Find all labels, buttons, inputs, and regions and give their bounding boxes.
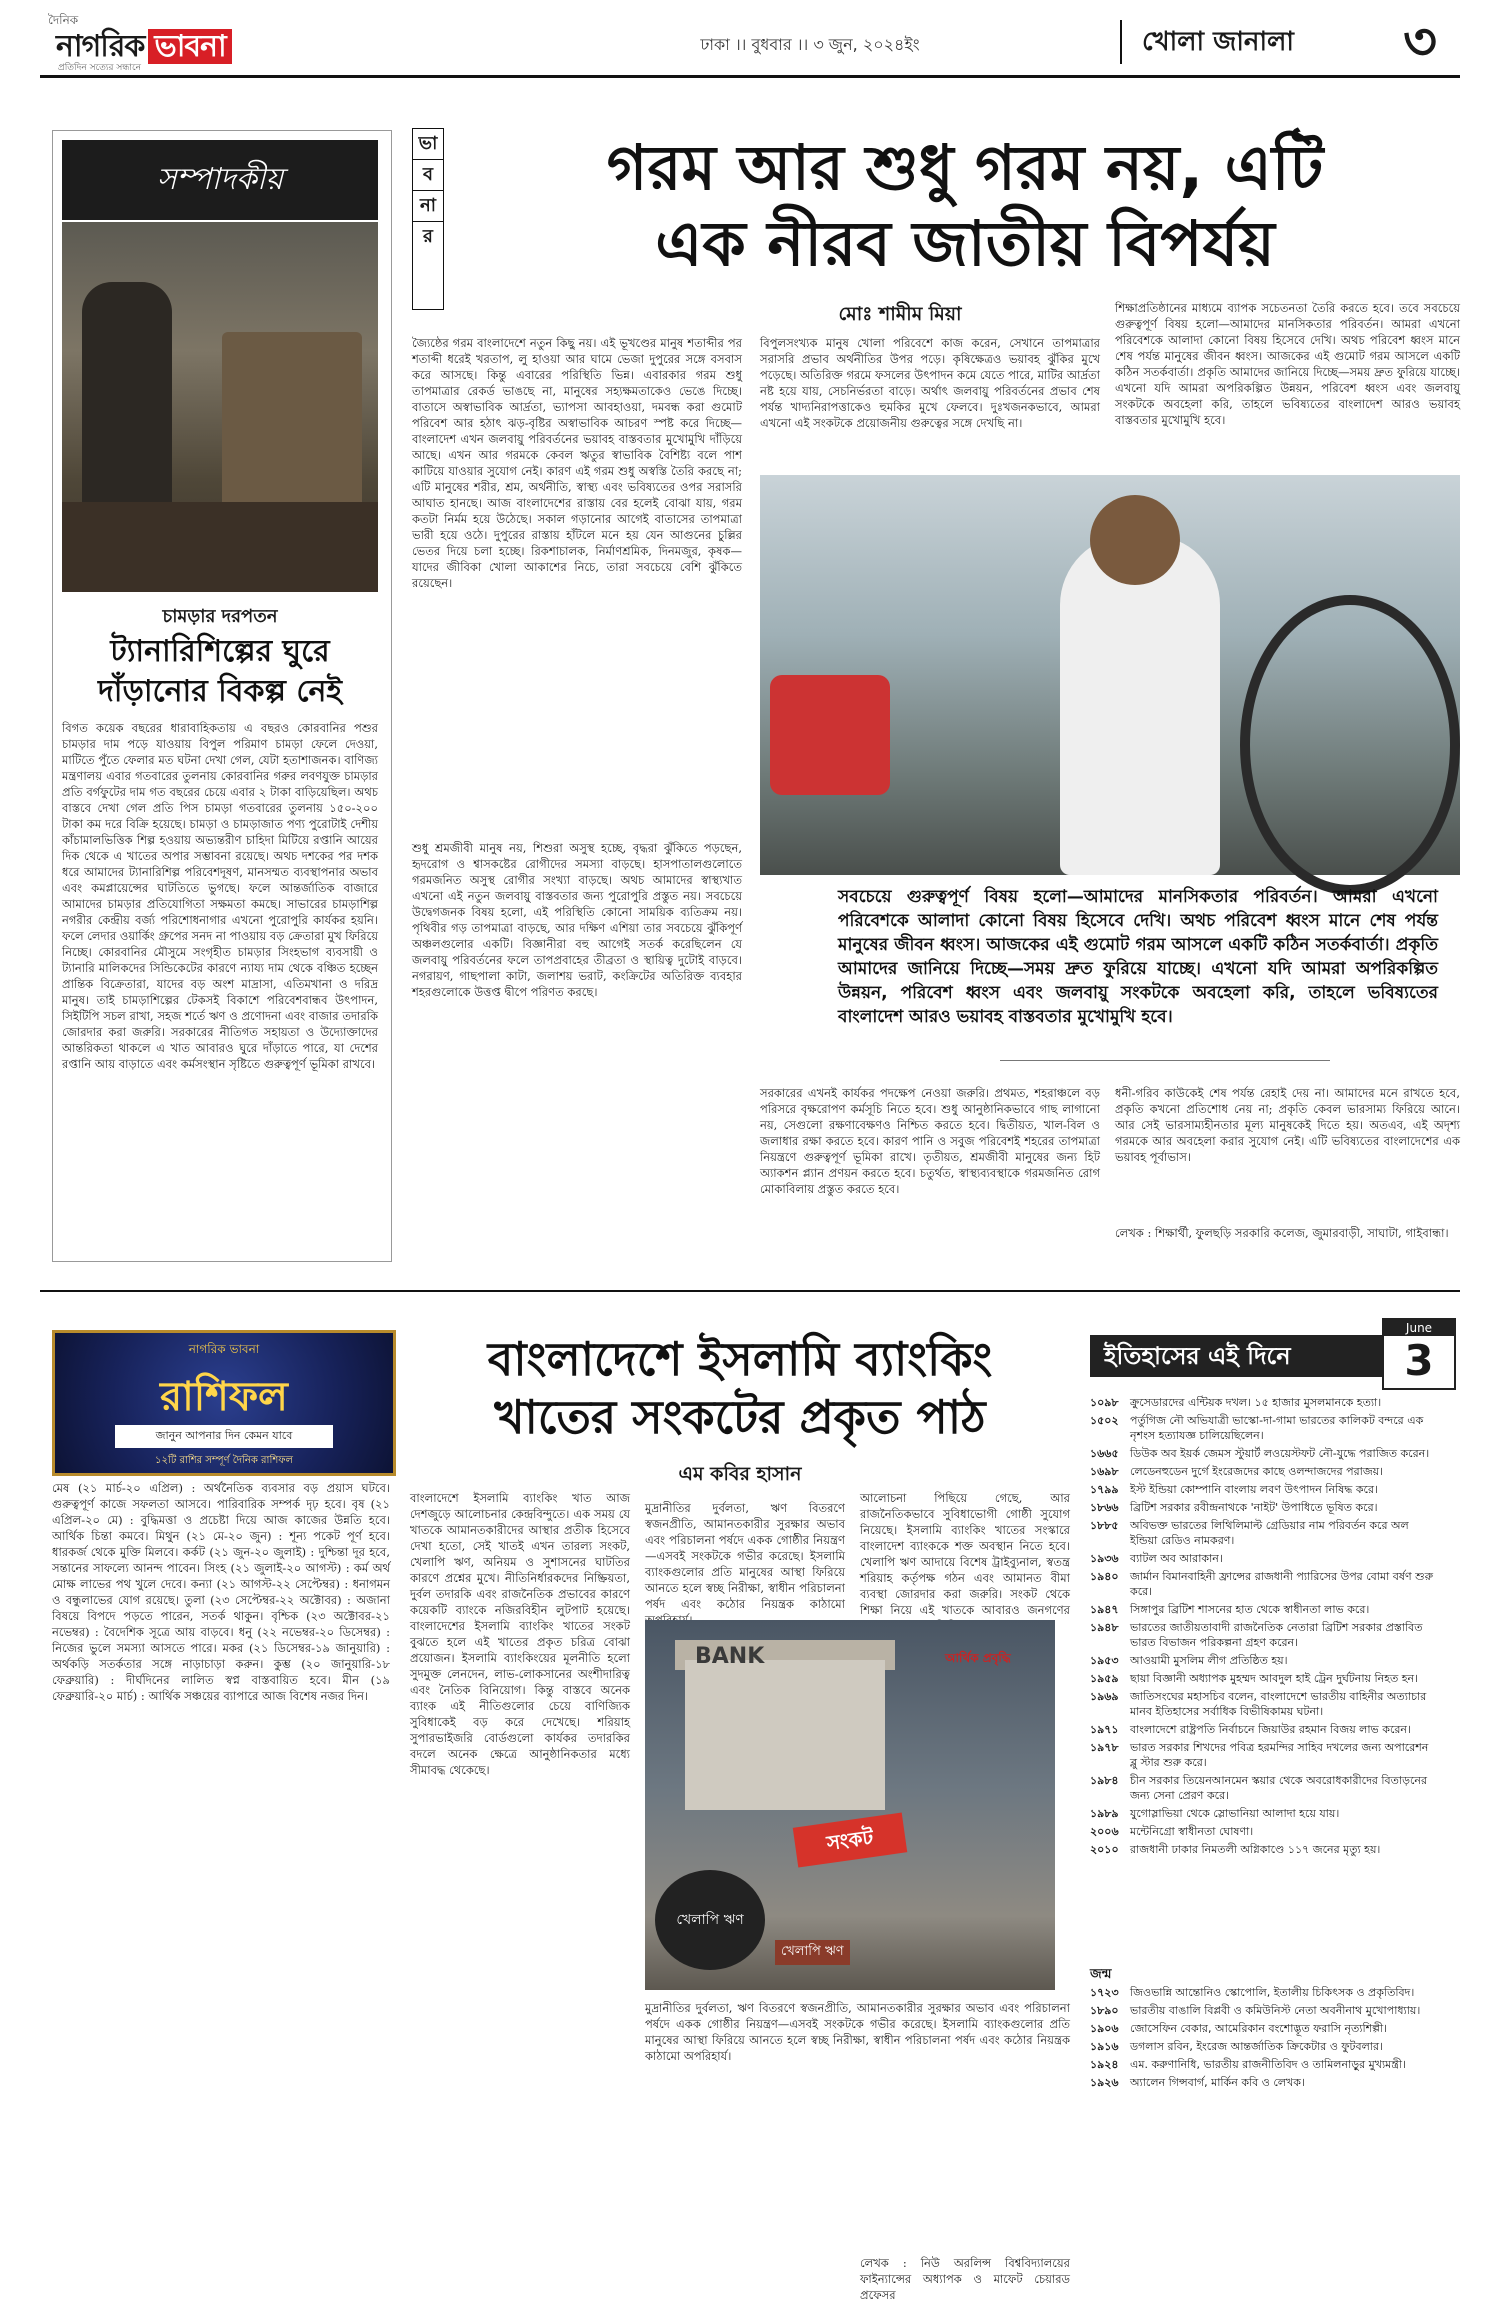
main-author-note: লেখক : শিক্ষার্থী, ফুলছড়ি সরকারি কলেজ, জুমারবাড়ী, সাঘাটা, গাইবান্ধা। [1115, 1226, 1449, 1240]
history-births [1090, 1985, 1450, 2285]
history-year: ২০১০ [1090, 1843, 1119, 1856]
history-row [1090, 2003, 1450, 2018]
history-year: ১৭৯৯ [1090, 1483, 1119, 1496]
history-row [1090, 1689, 1450, 1719]
column-label-3: না [413, 191, 443, 222]
history-row [1090, 2021, 1450, 2036]
history-text: জাতিসংঘের মহাসচিব বলেন, বাংলাদেশে ভারতীয় বাহিনীর অত্যাচার মানব ইতিহাসের সর্বাধিক বিভীষিকাময় ঘটনা। [1130, 1690, 1427, 1718]
history-year: ১৯১৬ [1090, 2040, 1119, 2053]
history-year: ১৯৫৯ [1090, 1672, 1119, 1685]
rashifal-title: রাশিফল [160, 1374, 288, 1420]
history-events [1090, 1395, 1450, 1955]
photo-head [1090, 495, 1180, 585]
header-rule [40, 75, 1460, 78]
history-row [1090, 1620, 1450, 1650]
main-col3-bottom: ধনী-গরিব কাউকেই শেষ পর্যন্ত রেহাই দেয় না। আমাদের মনে রাখতে হবে, প্রকৃতি কখনো প্রতিশোধ নেয় না; প্রকৃতি কেবল ভারসাম্য ফিরিয়ে আনে। আর সেই ভারসাম্যহীনতার মূল্য মানুষকেই দিতে হয়। অতএব, এই অদৃশ্য গরমকে আর অবহেলা করার সুযোগ নেই। এটি ভবিষ্যতের বাংলাদেশের এক ভয়াবহ পূর্বাভাস। [1115, 1086, 1460, 1164]
history-row [1090, 1722, 1450, 1737]
history-text: যুগোস্লাভিয়া থেকে স্লোভানিয়া আলাদা হয়ে যায়। [1130, 1807, 1340, 1820]
page-number: ৩ [1403, 12, 1437, 72]
history-row [1090, 1806, 1450, 1821]
history-year: ২০০৬ [1090, 1825, 1119, 1838]
history-row [1090, 1985, 1450, 2000]
section-title: খোলা জানালা [1120, 20, 1382, 64]
history-year: ১৭২৩ [1090, 1986, 1119, 1999]
main-headline-line1: গরম আর শুধু গরম নয়, এটি [606, 131, 1324, 204]
editorial-kicker: চামড়ার দরপতন [162, 606, 278, 627]
economic-arrow-label: আর্থিক প্রবৃদ্ধি [945, 1651, 1011, 1665]
history-text: সিঙ্গাপুর ব্রিটিশ শাসনের হাত থেকে স্বাধীনতা লাভ করে। [1130, 1603, 1370, 1616]
editorial-badge: সম্পাদকীয় [62, 140, 378, 220]
history-year: ১৬৬৫ [1090, 1447, 1119, 1460]
history-text: জোসেফিন বেকার, আমেরিকান বংশোদ্ভূত ফরাসি নৃত্যশিল্পী। [1130, 2022, 1388, 2035]
history-row [1090, 1500, 1450, 1515]
default-loan-ball: খেলাপি ঋণ [655, 1870, 765, 1970]
masthead-name-1: নাগরিক [56, 29, 145, 64]
column-label [412, 128, 444, 310]
banking-col3: আলোচনা পিছিয়ে গেছে, আর রাজনৈতিকভাবে সুবিধাভোগী গোষ্ঠী সুযোগ নিয়েছে। ইসলামি ব্যাংকিং খাতের সংস্কারে বাংলাদেশ ব্যাংককে শক্ত অবস্থান নিতে হবে। খেলাপি ঋণ আদায়ে বিশেষ ট্রাইব্যুনাল, স্বতন্ত্র শরিয়াহ কর্তৃপক্ষ গঠন এবং আমানত বীমা ব্যবস্থা জোরদার করা জরুরি। সংকট থেকে শিক্ষা নিয়ে এই খাতকে আবারও জনগণের [860, 1491, 1070, 1617]
masthead-tagline: প্রতিদিন সত্যের সন্ধানে [58, 63, 141, 73]
editorial-body: বিগত কয়েক বছরের ধারাবাহিকতায় এ বছরও কোরবানির পশুর চামড়ার দাম পড়ে যাওয়ায় বিপুল পরিমাণ চামড়া ফেলে দেওয়া, মাটিতে পুঁতে ফেলার মত ঘটনা দেখা গেল, যেটা হতাশাজনক। বাণিজ্য মন্ত্রণালয় এবার গতবারের তুলনায় কোরবানির গরুর লবণযুক্ত চামড়ার প্রতি বর্গফুটের দাম গত বছরের চেয়ে এবার ২ টাকা বাড়িয়েছিল। অথচ বাস্তবে দেখা গেল প্রতি পিস চামড়া গতবারের তুলনায় ১৫০-২০০ টাকা কম দরে বিক্রি হয়েছে। চামড়া ও চামড়াজাত পণ্য পুরোটাই দেশীয় কাঁচামালভিত্তিক শিল্প হওয়ায় অভ্যন্তরীণ চাহিদা মিটিয়ে রপ্তানি আয়ের দিক থেকে এ খাতের অপার সম্ভাবনা রয়েছে। অথচ দশকের পর দশক ধরে আমাদের ট্যানারিশিল্প পরিবেশদূষণ, মানসম্মত ব্যবস্থাপনার অভাব এবং কমপ্লায়েন্সের ঘাটতিতে ভুগছে। ফলে আন্তর্জাতিক বাজারে আমাদের চামড়ার প্রতিযোগিতা সক্ষমতা কমছে। সাভারের চামড়াশিল্প নগরীর কেন্দ্রীয় বর্জ্য পরিশোধনাগার এখনো পুরোপুরি কার্যকর হয়নি। ফলে লেদার ওয়ার্কিং গ্রুপের সনদ না পাওয়ায় বড় ক্রেতারা মুখ ফিরিয়ে নিচ্ছে। কোরবানির মৌসুমে সংগৃহীত চামড়ার সিংহভাগ ব্যবসায়ী ও ট্যানারি মালিকদের সিন্ডিকেটের কারণে ন্যায্য দাম থেকে বঞ্চিত হচ্ছেন প্রান্তিক বিক্রেতারা, যাদের বড় অংশ মাদ্রাসা, এতিমখানা ও দরিদ্র মানুষ। তাই চামড়াশিল্পের টেকসই বিকাশে পরিবেশবান্ধব উৎপাদন, সিইটিপি সচল রাখা, সহজ শর্তে ঋণ ও প্রণোদনা এবং বাজার তদারকি জোরদার করা জরুরি। সরকারের নীতিগত সহায়তা ও উদ্যোক্তাদের আন্তরিকতা থাকলে এ খাত আবারও ঘুরে দাঁড়াতে পারে, যা দেশের রপ্তানি আয় বাড়াতে এবং কর্মসংস্থান সৃষ্টিতে গুরুত্বপূর্ণ ভূমিকা রাখবে। [62, 721, 378, 1071]
births-title: জন্ম [1090, 1967, 1112, 1982]
history-year: ১৯৩৬ [1090, 1552, 1119, 1565]
history-text: ডগলাস রবিন, ইংরেজ আন্তর্জাতিক ক্রিকেটার ও ফুটবলার। [1130, 2040, 1383, 2053]
history-text: রাজধানী ঢাকার নিমতলী অগ্নিকাণ্ডে ১১৭ জনের মৃত্যু হয়। [1130, 1843, 1381, 1856]
column-label-2: ব [413, 160, 443, 191]
history-text: জার্মান বিমানবাহিনী ফ্রান্সের রাজধানী প্যারিসের উপর বোমা বর্ষণ শুরু করে। [1130, 1570, 1434, 1598]
crisis-sign: সংকট [793, 1813, 907, 1868]
history-year: ১৯৮৪ [1090, 1774, 1119, 1787]
rashifal-body: মেষ (২১ মার্চ-২০ এপ্রিল) : অর্থনৈতিক ব্যবসার বড় প্রয়াস ঘটবে। গুরুত্বপূর্ণ কাজে সফলতা আসবে। পারিবারিক সম্পর্ক দৃঢ় হবে। বৃষ (২১ এপ্রিল-২০ মে) : বুদ্ধিমত্তা ও প্রচেষ্টা দিয়ে আজ কাজের উন্নতি হবে। আর্থিক চিন্তা কমবে। মিথুন (২১ মে-২০ জুন) : শূন্য পকেট পূর্ণ হবে। ধারকর্জ থেকে মুক্তি মিলবে। কর্কট (২১ জুন-২০ জুলাই) : দুশ্চিন্তা দূর হবে, সন্তানের সাফল্যে আনন্দ পাবেন। সিংহ (২১ জুলাই-২০ আগস্ট) : কর্ম অর্থ মোক্ষ লাভের পথ খুলে দেবে। কন্যা (২১ আগস্ট-২২ সেপ্টেম্বর) : ধনাগমন ও বন্ধুলাভের যোগ রয়েছে। তুলা (২৩ সেপ্টেম্বর-২২ অক্টোবর) : অজানা বিষয়ে বিপদে পড়তে পারেন, সতর্ক থাকুন। বৃশ্চিক (২৩ অক্টোবর-২১ নভেম্বর) : বৈদেশিক সূত্রে আয় বাড়বে। ধনু (২২ নভেম্বর-২০ ডিসেম্বর) : নিজের ভুলে সমস্যা আসতে পারে। মকর (২১ ডিসেম্বর-১৯ জানুয়ারি) : অর্থকড়ি সতর্কতার সঙ্গে নাড়াচাড়া করুন। কুম্ভ (২০ জানুয়ারি-১৮ ফেব্রুয়ারি) : দীর্ঘদিনের লালিত স্বপ্ন বাস্তবায়িত হবে। মীন (১৯ ফেব্রুয়ারি-২০ মার্চ) : আর্থিক সঞ্চয়ের ব্যাপারে আজ বিশেষ নজর দিন। [52, 1481, 390, 1703]
history-row [1090, 1464, 1450, 1479]
history-year: ১৯৪৭ [1090, 1603, 1119, 1616]
history-year: ১৯৭৮ [1090, 1741, 1119, 1754]
history-row [1090, 1824, 1450, 1839]
history-text: জিওভান্নি আন্তোনিও স্কোপোলি, ইতালীয় চিকিৎসক ও প্রকৃতিবিদ। [1130, 1986, 1415, 1999]
banking-headline-line1: বাংলাদেশে ইসলামি ব্যাংকিং [487, 1332, 993, 1386]
masthead-name-2: ভাবনা [148, 29, 231, 64]
history-year: ১৯৫৩ [1090, 1654, 1119, 1667]
main-headline [470, 130, 1460, 282]
history-row [1090, 1602, 1450, 1617]
history-text: ভারত সরকার শিখদের পবিত্র হরমন্দির সাহিব দখলের জন্য অপারেশন ব্লু স্টার শুরু করে। [1130, 1741, 1429, 1769]
history-row [1090, 1671, 1450, 1686]
history-year: ১৯৮৯ [1090, 1807, 1119, 1820]
photo-person [1060, 535, 1220, 875]
history-text: ডিউক অব ইয়র্ক জেমস স্টুয়ার্ট লওয়েস্টফট নৌ-যুদ্ধে পরাজিত করেন। [1130, 1447, 1430, 1460]
history-year: ১৯৪৮ [1090, 1621, 1119, 1634]
history-text: ব্রিটিশ সরকার রবীন্দ্রনাথকে 'নাইট' উপাধিতে ভূষিত করে। [1130, 1501, 1378, 1514]
banking-headline-line2: খাতের সংকটের প্রকৃত পাঠ [494, 1390, 986, 1444]
history-year: ১৯৪০ [1090, 1570, 1119, 1583]
history-year: ১৫০২ [1090, 1414, 1119, 1427]
column-label-4: র [423, 226, 433, 247]
main-col1-top: জ্যৈষ্ঠের গরম বাংলাদেশে নতুন কিছু নয়। এই ভূখণ্ডের মানুষ শতাব্দীর পর শতাব্দী ধরেই খরতাপ, লু হাওয়া আর ঘামে ভেজা দুপুরের সঙ্গে বসবাস করে আসছে। কিন্তু এবারের পরিস্থিতি ভিন্ন। এবারকার গরম শুধু তাপমাত্রার রেকর্ড ভাঙছে না, মানুষের সহ্যক্ষমতাকেও ভেঙে দিচ্ছে। বাতাসে অস্বাভাবিক আর্দ্রতা, ভ্যাপসা আবহাওয়া, দমবন্ধ করা গুমোট পরিবেশ আর হঠাৎ ঝড়-বৃষ্টির অস্বাভাবিক আচরণ স্পষ্ট করে দিচ্ছে—বাংলাদেশ এখন জলবায়ু পরিবর্তনের ভয়াবহ বাস্তবতার মুখোমুখি দাঁড়িয়ে আছে। এখন আর গরমকে কেবল ঋতুর স্বাভাবিক বৈশিষ্ট্য বলে পাশ কাটিয়ে যাওয়ার সুযোগ নেই। কারণ এই গরম শুধু অস্বস্তি তৈরি করছে না; এটি মানুষের শরীর, শ্রম, অর্থনীতি, স্বাস্থ্য এবং ভবিষ্যতের ওপর সরাসরি আঘাত হানছে। আজ বাংলাদেশের রাস্তায় বের হলেই বোঝা যায়, গরম কতটা নির্মম হয়ে উঠেছে। সকাল গড়ানোর আগেই বাতাসের তাপমাত্রা ভারী হয়ে ওঠে। দুপুরের রাস্তায় হাঁটলে মনে হয় যেন আগুনের চুল্লির ভেতর দিয়ে চলা হচ্ছে। রিকশাচালক, নির্মাণশ্রমিক, দিনমজুর, কৃষক—যাদের জীবিকা খোলা আকাশের নিচে, তারা সবচেয়ে বেশি ঝুঁকিতে রয়েছেন। [412, 336, 742, 590]
history-row [1090, 1482, 1450, 1497]
history-year: ১৮৬৬ [1090, 1501, 1119, 1514]
history-text: ভারতীয় বাঙালি বিপ্লবী ও কমিউনিস্ট নেতা অবনীনাথ মুখোপাধ্যায়। [1130, 2004, 1421, 2017]
history-row [1090, 1740, 1450, 1770]
history-text: এম. করুণানিধি, ভারতীয় রাজনীতিবিদ ও তামিলনাড়ুর মুখ্যমন্ত্রী। [1130, 2058, 1407, 2071]
history-year: ১৮৮৫ [1090, 1519, 1119, 1532]
history-year: ১৯৭১ [1090, 1723, 1119, 1736]
rashifal-footer: ১২টি রাশির সম্পূর্ণ দৈনিক রাশিফল [155, 1455, 293, 1466]
photo-wheel [1240, 595, 1460, 895]
history-text: ক্রুসেডারদের এন্টিয়ক দখল। ১৫ হাজার মুসলমানকে হত্যা। [1130, 1396, 1382, 1409]
main-col3-top: শিক্ষাপ্রতিষ্ঠানের মাধ্যমে ব্যাপক সচেতনতা তৈরি করতে হবে। তবে সবচেয়ে গুরুত্বপূর্ণ বিষয় হলো—আমাদের মানসিকতার পরিবর্তন। আমরা এখনো পরিবেশকে আলাদা কোনো বিষয় হিসেবে দেখি। অথচ পরিবেশ ধ্বংস মানে শেষ পর্যন্ত মানুষের জীবন ধ্বংস। আজকের এই গুমোট গরম আসলে একটি কঠিন সতর্কবার্তা। প্রকৃতি আমাদের জানিয়ে দিচ্ছে—সময় দ্রুত ফুরিয়ে যাচ্ছে। এখনো যদি আমরা অপরিকল্পিত উন্নয়ন, পরিবেশ ধ্বংস এবং জলবায়ু সংকটকে অবহেলা করি, তাহলে ভবিষ্যতের বাংলাদেশ আরও ভয়াবহ বাস্তবতার মুখোমুখি হবে। [1115, 301, 1460, 427]
main-photo [760, 475, 1460, 875]
column-label-1: ভা [413, 129, 443, 160]
calendar-day: 3 [1404, 1336, 1434, 1385]
history-year: ১৯২৪ [1090, 2058, 1119, 2071]
masthead-logo [48, 12, 278, 73]
history-text: ভারতের জাতীয়তাবাদী রাজনৈতিক নেতারা ব্রিটিশ সরকার প্রস্তাবিত ভারত বিভাজন পরিকল্পনা গ্রহণ করেন। [1130, 1621, 1423, 1649]
main-col2-top: বিপুলসংখ্যক মানুষ খোলা পরিবেশে কাজ করেন, সেখানে তাপমাত্রার সরাসরি প্রভাব অর্থনীতির উপর পড়ে। কৃষিক্ষেত্রও ভয়াবহ ঝুঁকির মুখে পড়েছে। অতিরিক্ত গরমে ফসলের উৎপাদন কমে যেতে পারে, মাটির আর্দ্রতা নষ্ট হয়ে যায়, সেচনির্ভরতা বাড়ে। অর্থাৎ জলবায়ু পরিবর্তনের প্রভাব শেষ পর্যন্ত খাদ্যনিরাপত্তাকেও হুমকির মুখে ফেলবে। দুঃখজনকভাবে, আমরা এখনো এই সংকটকে প্রয়োজনীয় গুরুত্বের সঙ্গে দেখছি না। [760, 336, 1100, 430]
calendar-month: June [1384, 1320, 1454, 1336]
history-row [1090, 1569, 1450, 1599]
history-year: ১৯০৬ [1090, 2022, 1119, 2035]
banking-headline [410, 1330, 1070, 1446]
dateline: ঢাকা ।। বুধবার ।। ৩ জুন, ২০২৪ইং [700, 35, 920, 54]
main-headline-line2: এক নীরব জাতীয় বিপর্যয় [655, 207, 1275, 280]
history-row [1090, 1653, 1450, 1668]
history-row [1090, 1518, 1450, 1548]
history-text: অ্যালেন গিন্সবার্গ, মার্কিন কবি ও লেখক। [1130, 2076, 1305, 2089]
photo-ground [62, 502, 378, 592]
history-row [1090, 2057, 1450, 2072]
history-row [1090, 2075, 1450, 2090]
history-text: ইস্ট ইন্ডিয়া কোম্পানি বাংলায় লবণ উৎপাদন নিষিদ্ধ করে। [1130, 1483, 1378, 1496]
loan-tag: খেলাপি ঋণ [775, 1940, 850, 1965]
editorial-photo [62, 222, 378, 590]
history-text: ছায়া বিজ্ঞানী অধ্যাপক মুহম্মদ আবদুল হাই ট্রেন দুর্ঘটনায় নিহত হন। [1130, 1672, 1419, 1685]
history-row [1090, 1773, 1450, 1803]
photo-vehicle [770, 675, 890, 795]
section-divider [40, 1290, 1460, 1292]
banking-illustration [645, 1620, 1055, 1990]
masthead-small: দৈনিক [48, 13, 79, 27]
history-year: ১০৯৮ [1090, 1396, 1119, 1409]
editorial-headline: ট্যানারিশিল্পের ঘুরে দাঁড়ানোর বিকল্প নেই [98, 634, 342, 709]
history-row [1090, 1842, 1450, 1857]
history-text: অবিভক্ত ভারতের লিথিলিমাল্ট গ্রেডিয়ার নাম পরিবর্তন করে অল ইন্ডিয়া রেডিও নামকরণ। [1130, 1519, 1409, 1547]
history-year: ১৯৬৯ [1090, 1690, 1119, 1703]
history-text: চীন সরকার তিয়েনআনমেন স্কয়ার থেকে অবরোধকারীদের বিতাড়নের জন্য সেনা প্রেরণ করে। [1130, 1774, 1427, 1802]
history-text: লেডেনহুডেন দুর্গে ইংরেজদের কাছে ওলন্দাজদের পরাজয়। [1130, 1465, 1384, 1478]
banking-col1: বাংলাদেশে ইসলামি ব্যাংকিং খাত আজ দেশজুড়ে আলোচনার কেন্দ্রবিন্দুতে। এক সময় যে খাতকে আমানতকারীদের আস্থার প্রতীক হিসেবে দেখা হতো, সেই খাতই এখন তারল্য সংকট, খেলাপি ঋণ, অনিয়ম ও সুশাসনের ঘাটতির কারণে প্রশ্নের মুখে। নীতিনির্ধারকদের নিষ্ক্রিয়তা, দুর্বল তদারকি এবং রাজনৈতিক প্রভাবের কারণে কয়েকটি ব্যাংকে নজিরবিহীন লুটপাট হয়েছে। বাংলাদেশের ইসলামি ব্যাংকিং খাতের সংকট বুঝতে হলে এই খাতের প্রকৃত চরিত্র বোঝা প্রয়োজন। ইসলামি ব্যাংকিংয়ের মূলনীতি হলো সুদমুক্ত লেনদেন, লাভ-লোকসানের অংশীদারিত্ব এবং নৈতিক বিনিয়োগ। কিন্তু বাস্তবে অনেক ব্যাংক এই নীতিগুলোর চেয়ে বাণিজ্যিক সুবিধাকেই বড় করে দেখেছে। শরিয়াহ সুপারভাইজরি বোর্ডগুলো কার্যকর তদারকির বদলে অনেক ক্ষেত্রে আনুষ্ঠানিকতার মধ্যে সীমাবদ্ধ থেকেছে। [410, 1491, 630, 1777]
history-row [1090, 1446, 1450, 1461]
history-row [1090, 2039, 1450, 2054]
history-row [1090, 1551, 1450, 1566]
rashifal-subtitle: জানুন আপনার দিন কেমন যাবে [115, 1425, 333, 1448]
history-text: ব্যাটল অব আরাকান। [1130, 1552, 1223, 1565]
rashifal-banner [52, 1330, 396, 1476]
rashifal-top: নাগরিক ভাবনা [188, 1342, 260, 1356]
bank-label: BANK [695, 1644, 765, 1669]
history-year: ১৮৯০ [1090, 2004, 1119, 2017]
history-text: বাংলাদেশে রাষ্ট্রপতি নির্বাচনে জিয়াউর রহমান বিজয় লাভ করেন। [1130, 1723, 1411, 1736]
history-row [1090, 1395, 1450, 1410]
main-byline: মোঃ শামীম মিয়া [838, 303, 962, 325]
history-year: ১৯২৬ [1090, 2076, 1119, 2089]
calendar-icon [1382, 1318, 1456, 1390]
main-col1-bottom: শুধু শ্রমজীবী মানুষ নয়, শিশুরা অসুস্থ হচ্ছে, বৃদ্ধরা ঝুঁকিতে পড়ছেন, হৃদরোগ ও শ্বাসকষ্টের রোগীদের সমস্যা বাড়ছে। হাসপাতালগুলোতে গরমজনিত অসুস্থ রোগীর সংখ্যা বাড়ছে। অথচ আমাদের স্বাস্থ্যখাত এখনো এই নতুন জলবায়ু বাস্তবতার জন্য পুরোপুরি প্রস্তুত নয়। সবচেয়ে উদ্বেগজনক বিষয় হলো, এই পরিস্থিতি কোনো সাময়িক ব্যতিক্রম নয়। পৃথিবীর গড় তাপমাত্রা বাড়ছে, আর দক্ষিণ এশিয়া তার সবচেয়ে ঝুঁকিপূর্ণ অঞ্চলগুলোর একটি। বিজ্ঞানীরা বহু আগেই সতর্ক করেছিলেন যে জলবায়ু পরিবর্তনের ফলে তাপপ্রবাহের তীব্রতা ও স্থায়িত্ব দুটোই বাড়বে। নগরায়ণ, গাছপালা কাটা, জলাশয় ভরাট, কংক্রিটের অতিরিক্ত ব্যবহার শহরগুলোকে উত্তপ্ত দ্বীপে পরিণত করছে। [412, 841, 742, 999]
history-row [1090, 1413, 1450, 1443]
banking-col-continued: মুদ্রানীতির দুর্বলতা, ঋণ বিতরণে স্বজনপ্রীতি, আমানতকারীর সুরক্ষার অভাব এবং পরিচালনা পর্ষদে একক গোষ্ঠীর নিয়ন্ত্রণ—এসবই সংকটকে গভীর করেছে। ইসলামি ব্যাংকগুলোর প্রতি মানুষের আস্থা ফিরিয়ে আনতে হলে স্বচ্ছ নিরীক্ষা, স্বাধীন পরিচালনা পর্ষদ এবং কঠোর নিয়ন্ত্রক কাঠামো অপরিহার্য। [645, 2001, 1070, 2063]
pull-quote: সবচেয়ে গুরুত্বপূর্ণ বিষয় হলো—আমাদের মানসিকতার পরিবর্তন। আমরা এখনো পরিবেশকে আলাদা কোনো বিষয় হিসেবে দেখি। অথচ পরিবেশ ধ্বংস মানে শেষ পর্যন্ত মানুষের জীবন ধ্বংস। আজকের এই গুমোট গরম আসলে একটি কঠিন সতর্কবার্তা। প্রকৃতি আমাদের জানিয়ে দিচ্ছে—সময় দ্রুত ফুরিয়ে যাচ্ছে। এখনো যদি আমরা অপরিকল্পিত উন্নয়ন, পরিবেশ ধ্বংস এবং জলবায়ু সংকটকে অবহেলা করি, তাহলে ভবিষ্যতের বাংলাদেশ আরও ভয়াবহ বাস্তবতার মুখোমুখি হবে। [838, 887, 1438, 1027]
history-text: পর্তুগিজ নৌ অভিযাত্রী ভাস্কো-দা-গামা ভারতের কালিকট বন্দরে এক নৃশংস হত্যাযজ্ঞ চালিয়েছিলেন। [1130, 1414, 1424, 1442]
pullquote-rule [1000, 1060, 1330, 1061]
main-col2-bottom: সরকারের এখনই কার্যকর পদক্ষেপ নেওয়া জরুরি। প্রথমত, শহরাঞ্চলে বড় পরিসরে বৃক্ষরোপণ কর্মসূচি নিতে হবে। শুধু আনুষ্ঠানিকভাবে গাছ লাগানো নয়, সেগুলো রক্ষণাবেক্ষণও নিশ্চিত করতে হবে। দ্বিতীয়ত, খাল-বিল ও জলাধার রক্ষা করতে হবে। কারণ পানি ও সবুজ পরিবেশই শহরের তাপমাত্রা নিয়ন্ত্রণে গুরুত্বপূর্ণ ভূমিকা রাখে। তৃতীয়ত, শ্রমজীবী মানুষের জন্য হিট অ্যাকশন প্ল্যান প্রণয়ন করতে হবে। চতুর্থত, স্বাস্থ্যব্যবস্থাকে গরমজনিত রোগ মোকাবিলায় প্রস্তুত করতে হবে। [760, 1086, 1100, 1196]
history-text: মন্টেনিগ্রো স্বাধীনতা ঘোষণা। [1130, 1825, 1254, 1838]
banking-byline: এম কবির হাসান [678, 1463, 802, 1485]
history-year: ১৬৯৮ [1090, 1465, 1119, 1478]
history-text: আওয়ামী মুসলিম লীগ প্রতিষ্ঠিত হয়। [1130, 1654, 1288, 1667]
bank-building [685, 1660, 885, 1810]
banking-col2: মুদ্রানীতির দুর্বলতা, ঋণ বিতরণে স্বজনপ্রীতি, আমানতকারীর সুরক্ষার অভাব এবং পরিচালনা পর্ষদে একক গোষ্ঠীর নিয়ন্ত্রণ—এসবই সংকটকে গভীর করেছে। ইসলামি ব্যাংকগুলোর প্রতি মানুষের আস্থা ফিরিয়ে আনতে হলে স্বচ্ছ নিরীক্ষা, স্বাধীন পরিচালনা পর্ষদ এবং কঠোর নিয়ন্ত্রক কাঠামো [645, 1501, 845, 1611]
history-title: ইতিহাসের এই দিনে [1090, 1335, 1384, 1377]
banking-author-note: লেখক : নিউ অরলিন্স বিশ্ববিদ্যালয়ের ফাইন্যান্সের অধ্যাপক ও মাফেট চেয়ারড প্রফেসর [860, 2256, 1070, 2302]
